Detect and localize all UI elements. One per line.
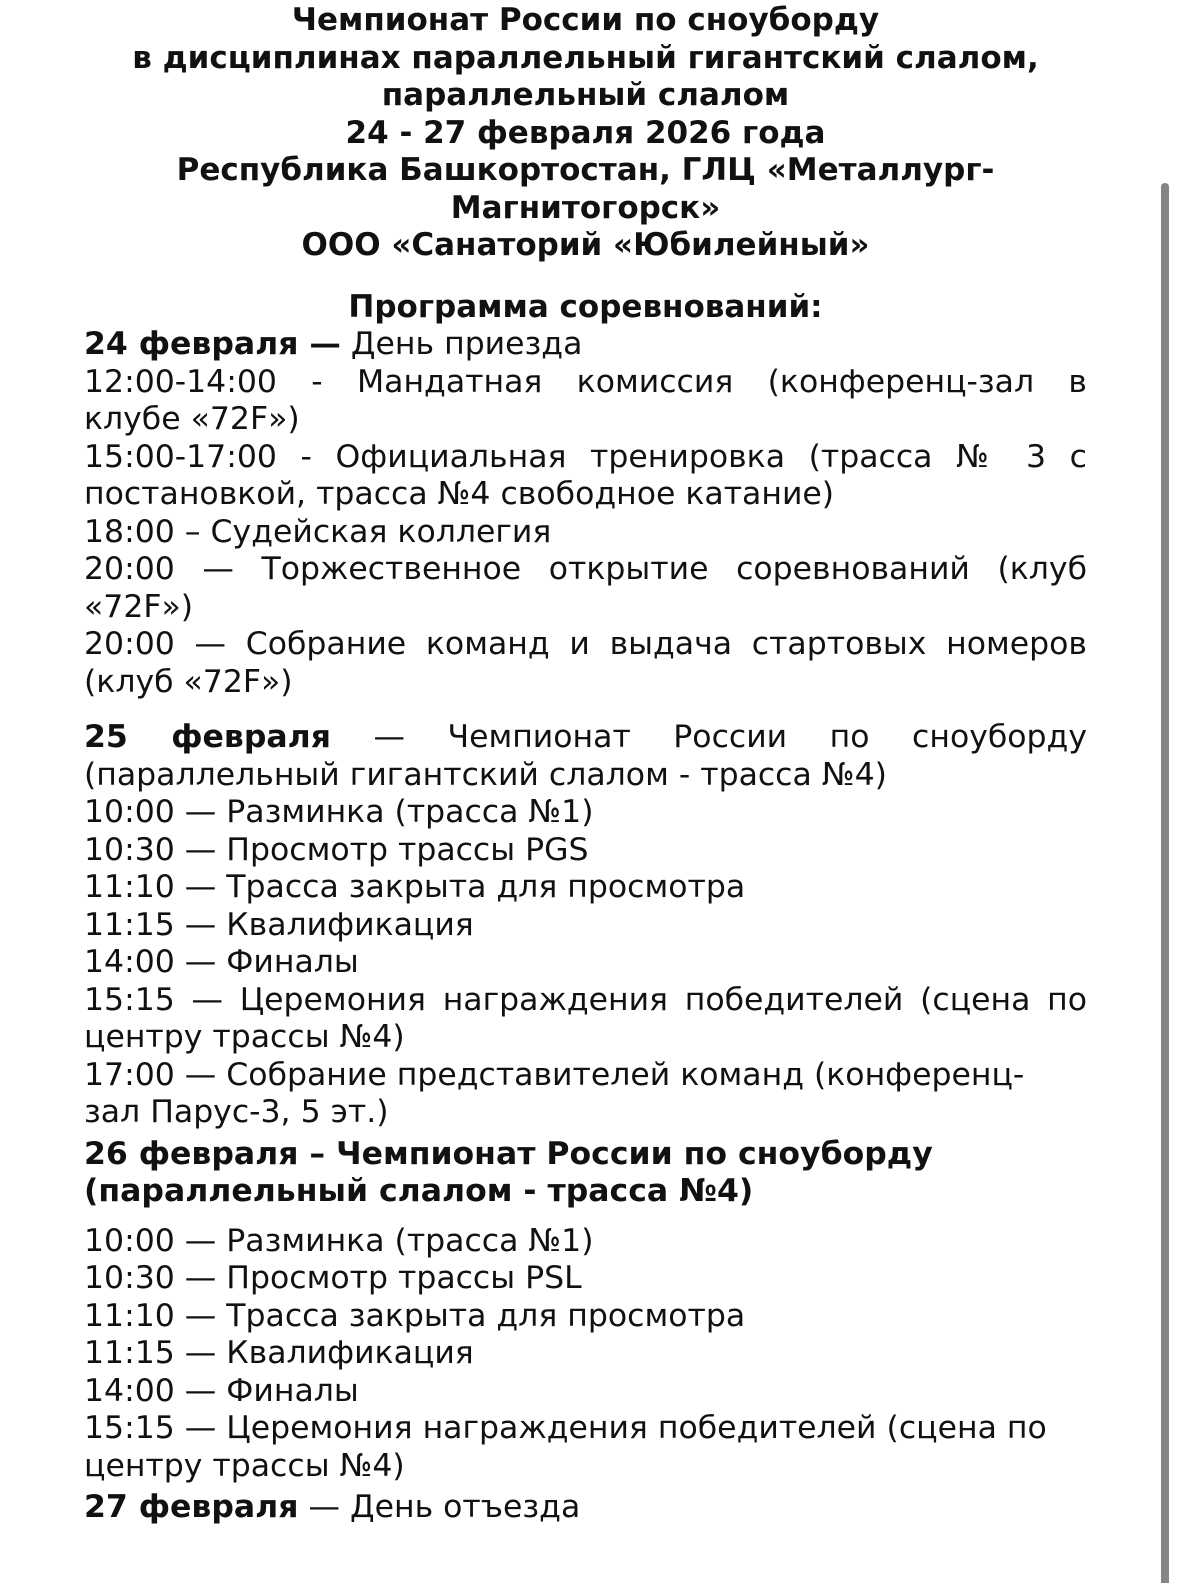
program-heading: Программа соревнований: [348, 288, 823, 325]
schedule-item: 11:15 — Квалификация [84, 906, 474, 943]
schedule-item-cont: зал Парус-3, 5 эт.) [84, 1094, 389, 1130]
program-body [84, 326, 1087, 1545]
schedule-item: 10:30 — Просмотр трассы PGS [84, 831, 589, 868]
schedule-item: 11:15 — Квалификация [84, 1335, 474, 1371]
day-section-27 [84, 1489, 1087, 1545]
title-line-venue-2: Магнитогорск» [450, 189, 721, 226]
day-heading: 26 февраля – Чемпионат России по сноуборду [84, 1135, 933, 1172]
day-title: — Чемпионат России по сноуборду [330, 719, 1087, 755]
schedule-item: 10:00 — Разминка (трасса №1) [84, 1222, 594, 1259]
vertical-scrollbar[interactable] [1161, 183, 1169, 1583]
day-date: 24 февраля — [84, 326, 341, 362]
clipped-next-line [84, 1533, 1087, 1545]
schedule-item: 15:15 — Церемония награждения победителей (сцена по [84, 981, 1087, 1018]
document-title [64, 2, 1107, 265]
schedule-item: 11:10 — Трасса закрыта для просмотра [84, 1297, 746, 1334]
schedule-item: 11:10 — Трасса закрыта для просмотра [84, 869, 746, 905]
title-line-dates: 24 - 27 февраля 2026 года [345, 114, 826, 151]
document-page [84, 2, 1087, 1545]
schedule-item: 18:00 – Судейская коллегия [84, 513, 552, 550]
schedule-item: 20:00 — Собрание команд и выдача стартовых номеров [84, 626, 1087, 662]
schedule-item: 14:00 — Финалы [84, 1372, 359, 1409]
spacer [84, 701, 1087, 719]
day-section-24 [84, 326, 1087, 701]
title-line-championship: Чемпионат России по сноуборду [291, 2, 880, 38]
schedule-item: 17:00 — Собрание представителей команд (конференц- [84, 1056, 1025, 1093]
day-title: — День отъезда [298, 1489, 581, 1525]
day-date: 27 февраля [84, 1489, 299, 1525]
title-line-organizer: ООО «Санаторий «Юбилейный» [301, 227, 870, 263]
schedule-item: 10:00 — Разминка (трасса №1) [84, 794, 594, 830]
schedule-item-cont: постановкой, трасса №4 свободное катание) [84, 476, 835, 512]
title-line-venue: Республика Башкортостан, ГЛЦ «Металлург- [176, 152, 995, 188]
schedule-item-cont: центру трассы №4) [84, 1019, 405, 1055]
schedule-item: 10:30 — Просмотр трассы PSL [84, 1260, 582, 1296]
schedule-item: 20:00 — Торжественное открытие соревнований (клуб [84, 551, 1087, 587]
day-title-cont: (параллельный слалом - трасса №4) [84, 1173, 754, 1209]
day-heading [84, 326, 1087, 364]
schedule-item-cont: центру трассы №4) [84, 1447, 405, 1484]
day-title: День приезда [340, 326, 583, 362]
schedule-item: 15:15 — Церемония награждения победителей (сцена по [84, 1410, 1047, 1446]
schedule-item: 14:00 — Финалы [84, 944, 359, 980]
day-heading [84, 1489, 1087, 1527]
spacer [84, 1211, 1087, 1223]
title-line-disciplines-2: параллельный слалом [381, 77, 790, 113]
schedule-item-cont: (клуб «72F») [84, 663, 293, 700]
day-date: 25 февраля [84, 719, 331, 755]
title-line-disciplines: в дисциплинах параллельный гигантский слалом, [132, 39, 1039, 76]
schedule-item: 12:00-14:00 - Мандатная комиссия (конференц-зал в [84, 363, 1087, 400]
day-title-cont: (параллельный гигантский слалом - трасса №4) [84, 756, 887, 793]
day-section-25 [84, 719, 1087, 1132]
day-heading [84, 719, 1087, 757]
schedule-item-cont: клубе «72F») [84, 401, 300, 437]
day-section-26 [84, 1136, 1087, 1486]
schedule-item-cont: «72F») [84, 588, 194, 625]
schedule-item: 15:00-17:00 - Официальная тренировка (трасса № 3 с [84, 438, 1087, 475]
